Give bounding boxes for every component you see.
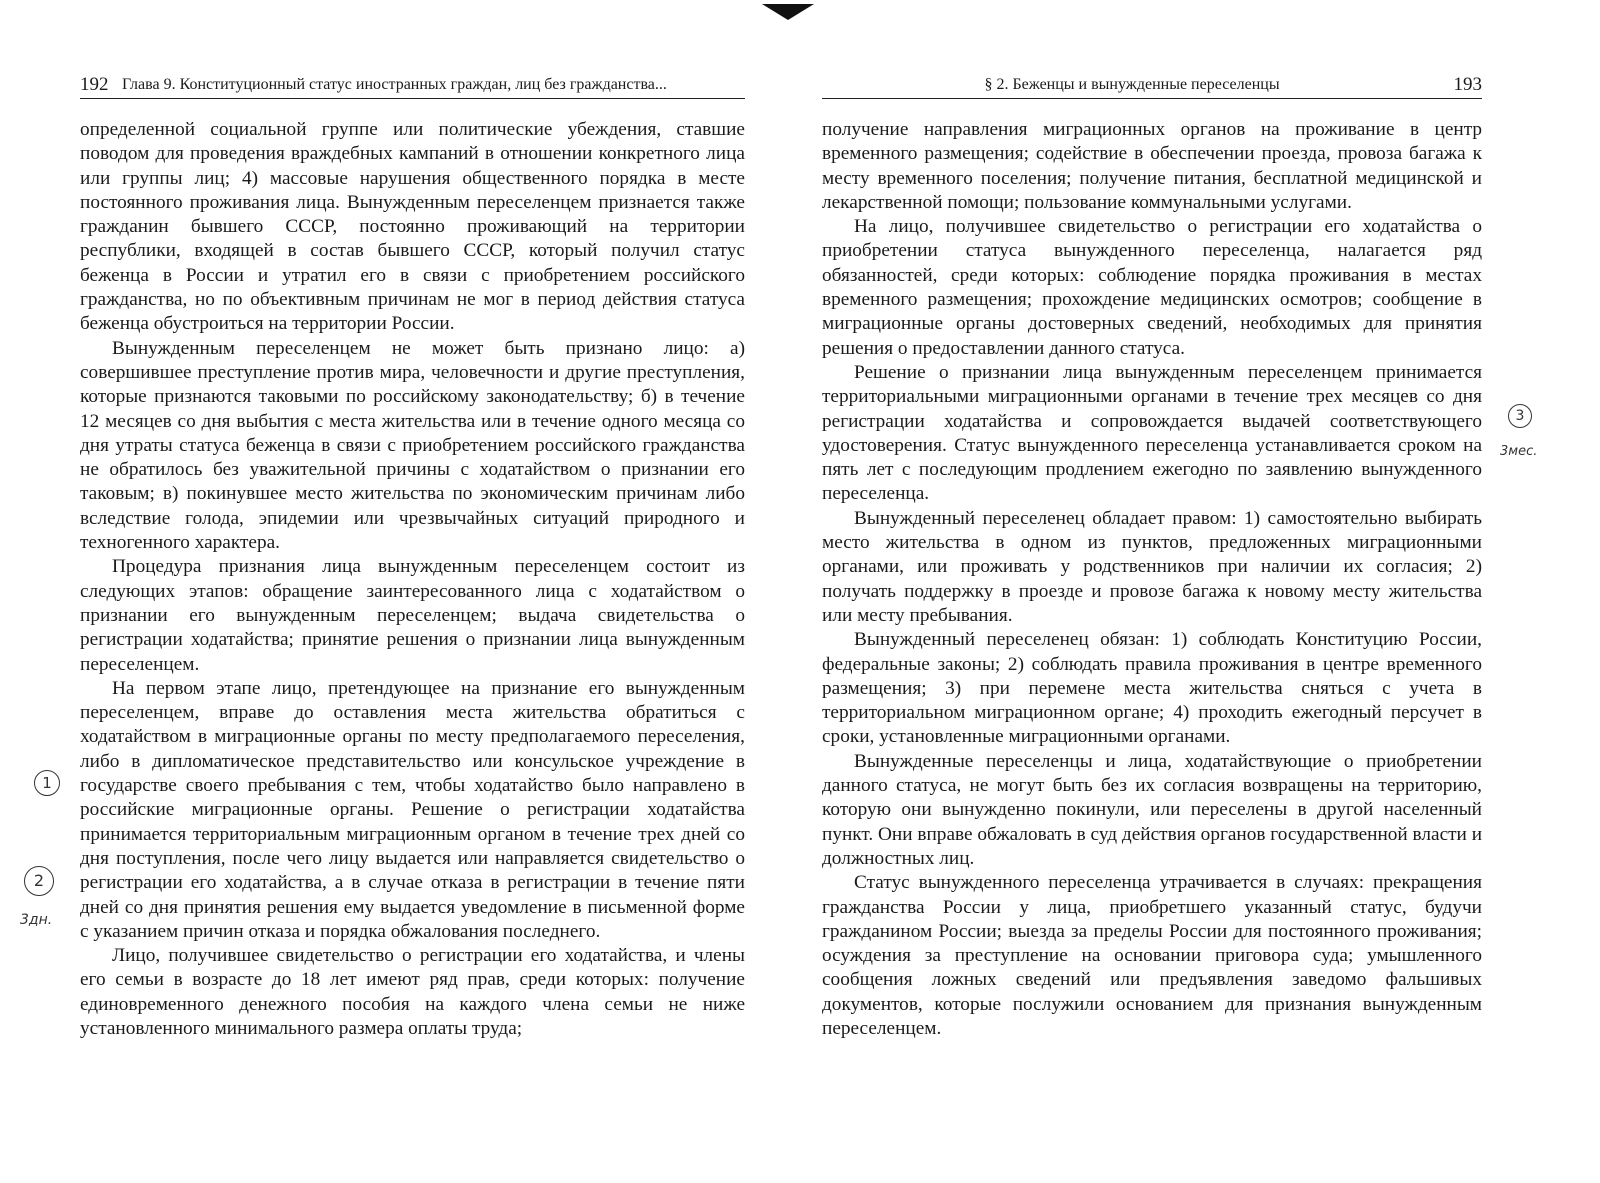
paragraph: получение направления миграционных органов на проживание в центр временного размещения; содействие в обеспечении проезда, провоза багажа к месту временного поселения; получение питания, бесплатной медицинской и лекарственной помощи; пользование коммунальными услугами. bbox=[822, 119, 1482, 213]
left-page bbox=[80, 0, 745, 1183]
paragraph: Вынужденный переселенец обязан: 1) соблюдать Конституцию России, федеральные законы; 2) соблюдать правила проживания в центре временного размещения; 3) при перемене места жительства сняться с учета в территориальном миграционном органе; 4) проходить ежегодный персучет в сроки, установленные миграционными органами. bbox=[822, 629, 1482, 748]
margin-note-circled: 2 bbox=[24, 866, 54, 896]
paragraph: На лицо, получившее свидетельство о регистрации его ходатайства о приобретении статуса вынужденного переселенца, налагается ряд обязанностей, среди которых: соблюдение порядка проживания в местах временного размещения; прохождение медицинских осмотров; сообщение в миграционные органы достоверных сведений, необходимых для принятия решения о предоставлении данного статуса. bbox=[822, 216, 1482, 359]
margin-note: 3дн. bbox=[20, 912, 53, 928]
margin-note-circled: 1 bbox=[34, 770, 60, 796]
paragraph: Процедура признания лица вынужденным переселенцем состоит из следующих этапов: обращение заинтересованного лица с ходатайством о признании его вынужденным переселенцем; выдача свидетельства о регистрации ходатайства; принятие решения о признании лица вынужденным переселенцем. bbox=[80, 556, 745, 675]
right-page-body bbox=[822, 118, 1482, 1041]
running-head: § 2. Беженцы и вынужденные переселенцы bbox=[984, 76, 1280, 93]
right-page bbox=[822, 0, 1482, 1183]
running-head: Глава 9. Конституционный статус иностранных граждан, лиц без гражданства... bbox=[122, 76, 667, 93]
left-page-body bbox=[80, 118, 745, 1041]
paragraph: На первом этапе лицо, претендующее на признание его вынужденным переселенцем, вправе до оставления места жительства обратиться с ходатайством в миграционные органы по месту предполагаемого переселения, либо в дипломатическое представительство или консульское учреждение в государстве своего пребывания с тем, чтобы ходатайство было направлено в российские миграционные органы. Решение о регистрации ходатайства принимается территориальным миграционным органом в течение трех дней со дня поступления, после чего лицу выдается или направляется свидетельство о регистрации его ходатайства, а в случае отказа в регистрации в течение пяти дней со дня принятия решения ему выдается уведомление в письменной форме с указанием причин отказа и порядка обжалования последнего. bbox=[80, 677, 745, 942]
paragraph: Вынужденный переселенец обладает правом: 1) самостоятельно выбирать место жительства в одном из пунктов, предложенных миграционными органами, или проживать у родственников при наличии их согласия; 2) получать поддержку в проезде и провозе багажа к новому месту жительства или месту пребывания. bbox=[822, 507, 1482, 626]
margin-note: 3мес. bbox=[1500, 444, 1538, 459]
margin-note-circled: 3 bbox=[1508, 404, 1532, 428]
page-number: 193 bbox=[1453, 74, 1482, 95]
paragraph: Вынужденные переселенцы и лица, ходатайствующие о приобретении данного статуса, не могут быть без их согласия возвращены на территорию, которую они вынужденно покинули, или переселены в другой населенный пункт. Они вправе обжаловать в суд действия органов государственной власти и должностных лиц. bbox=[822, 750, 1483, 869]
page-number: 192 bbox=[80, 74, 109, 95]
paragraph: Статус вынужденного переселенца утрачивается в случаях: прекращения гражданства России у лица, приобретшего указанный статус, будучи гражданином России; выезда за пределы России для постоянного проживания; осуждения за преступление на основании приговора суда; умышленного сообщения ложных сведений или предъявления заведомо фальшивых документов, которые послужили основанием для признания вынужденным переселенцем. bbox=[822, 872, 1482, 1039]
paragraph: Вынужденным переселенцем не может быть признано лицо: а) совершившее преступление против мира, человечности и другие преступления, которые признаются таковыми по российскому законодательству; б) в течение 12 месяцев со дня выбытия с места жительства или в течение одного месяца со дня утраты статуса беженца в связи с приобретением российского гражданства не обратилось без уважительной причины с ходатайством о признании его таковым; в) покинувшее место жительства по экономическим причинам либо вследствие голода, эпидемии или чрезвычайных ситуаций природного и техногенного характера. bbox=[80, 337, 745, 554]
right-page-header bbox=[822, 72, 1482, 99]
paragraph: Решение о признании лица вынужденным переселенцем принимается территориальными миграционными органами в течение трех месяцев со дня регистрации ходатайства и сопровождается выдачей соответствующего удостоверения. Статус вынужденного переселенца устанавливается сроком на пять лет с последующим продлением ежегодно по заявлению вынужденного переселенца. bbox=[822, 361, 1482, 505]
arrow-marker-icon bbox=[762, 4, 814, 20]
left-page-header bbox=[80, 72, 745, 99]
paragraph: Лицо, получившее свидетельство о регистрации его ходатайства, и члены его семьи в возрасте до 18 лет имеют ряд прав, среди которых: получение единовременного денежного пособия на каждого члена семьи не ниже установленного минимального размера оплаты труда; bbox=[80, 945, 745, 1039]
paragraph: определенной социальной группе или политические убеждения, ставшие поводом для проведения враждебных кампаний в отношении конкретного лица или группы лиц; 4) массовые нарушения общественного порядка в месте постоянного проживания лица. Вынужденным переселенцем признается также гражданин бывшего СССР, постоянно проживающий на территории республики, входящей в состав бывшего СССР, который получил статус беженца в России и утратил его в связи с приобретением российского гражданства, но по объективным причинам не мог в период действия статуса беженца обустроиться на территории России. bbox=[80, 119, 745, 335]
